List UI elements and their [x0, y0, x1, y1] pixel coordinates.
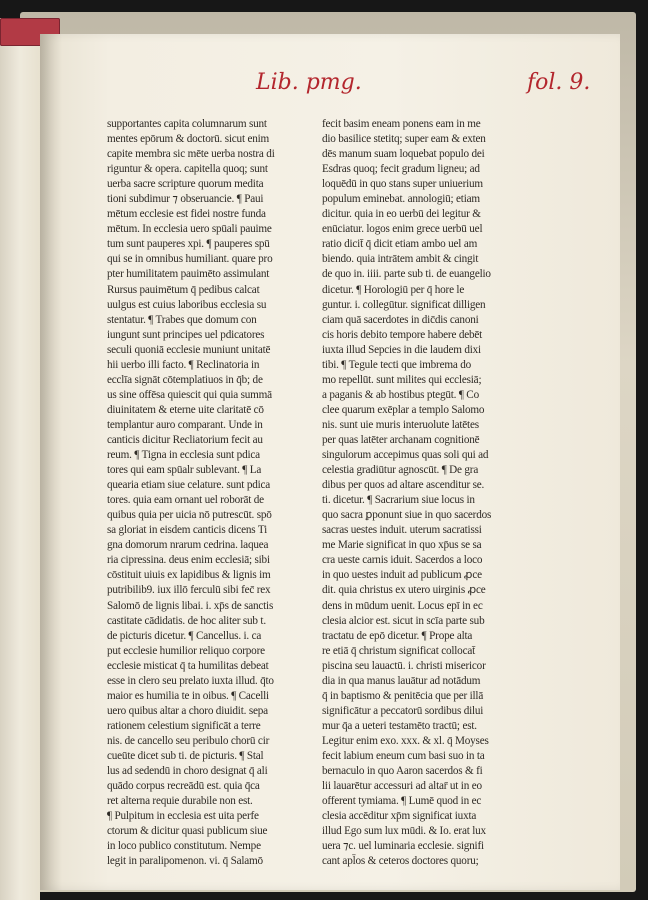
- text-line: hii uerbo illi facto. ¶ Reclinatoria in: [107, 358, 260, 371]
- text-line: tibi. ¶ Tegule tecti que imbrema do: [322, 358, 472, 371]
- text-line: cueūte dicet sub ti. de picturis. ¶ Stal: [107, 749, 264, 762]
- text-line: maior es humilia te in oibus. ¶ Cacelli: [107, 689, 269, 702]
- text-line: clesia accēditur xp̄m significat iuxta: [322, 810, 477, 823]
- text-line: quibus quia per uicia nō putrescūt. spō: [107, 509, 272, 522]
- text-line: supportantes capita columnarum sunt: [107, 118, 267, 130]
- text-line: sacras uestes induit. uterum sacratissi: [322, 524, 482, 537]
- text-line: dio basilice stetitq; super eam & exten: [322, 133, 486, 146]
- text-line: gna domorum nrarum cedrina. laquea: [107, 539, 269, 552]
- text-line: de picturis dicetur. ¶ Cancellus. i. ca: [107, 629, 262, 642]
- binding-shadow: [40, 34, 62, 890]
- text-line: uerba sacre scripture quorum medita: [107, 178, 264, 191]
- text-line: tores. quia eam ornant uel roborāt de: [107, 494, 264, 507]
- text-line: clesia alcior est. sicut in scīa parte sub: [322, 614, 485, 627]
- text-line: dit. quia christus ex utero uirginis ꝓce: [322, 584, 486, 597]
- text-line: Legitur enim exo. xxx. & xl. q̄ Moyses: [322, 734, 489, 747]
- text-line: uero quibus altar a choro diuidit. sepa: [107, 704, 268, 717]
- text-line: quādo corpus recreādū est. quia q̄ca: [107, 780, 260, 793]
- text-line: re etiā q̄ christum significat collocat̄: [322, 644, 476, 657]
- text-line: piscina seu lauactū. i. christi misericor: [322, 659, 486, 672]
- text-line: enūciatur. logos enim grece uerbū uel: [322, 223, 483, 236]
- text-line: put ecclesie humilior reliquo corpore: [107, 644, 265, 657]
- text-line: Salomō de lignis libai. i. xp̄s de sanctis: [107, 599, 274, 612]
- text-line: pter humilitatem pauimēto assimulant: [107, 268, 270, 281]
- text-line: ecclīa signāt cōtemplatiuos in q̄b; de: [107, 373, 263, 386]
- text-line: castitate cādidatis. de hoc aliter sub t.: [107, 614, 266, 627]
- text-line: mentes epōrum & doctorū. sicut enim: [107, 133, 270, 146]
- text-line: mētum ecclesie est fidei nostre funda: [107, 208, 266, 221]
- text-line: ria cipressina. deus enim ecclesiā; sibi: [107, 554, 270, 567]
- text-line: clee quarum exēplar a templo Salomo: [322, 403, 485, 416]
- text-column-left: [107, 117, 293, 869]
- text-line: nis. de cancello seu peribulo chorū cir: [107, 734, 270, 747]
- text-line: tioni subdimur ⁊ obseruancie. ¶ Paui: [107, 193, 264, 206]
- text-line: rationem celestium significāt a terre: [107, 719, 261, 732]
- text-line: capite membra sic mēte uerba nostra di: [107, 148, 275, 161]
- text-line: seculi quoniā ecclesie muniunt unitatē: [107, 343, 271, 356]
- text-line: biendo. quia intrātem ambit & cingit: [322, 253, 479, 266]
- text-line: cōstituit uiuis ex lapidibus & lignis im: [107, 569, 271, 582]
- text-line: iungunt sunt principes uel pdicatores: [107, 328, 265, 341]
- text-line: illud Ego sum lux mūdi. & Io. erat lux: [322, 825, 486, 838]
- text-line: per quas latēter archanam cognitionē: [322, 433, 480, 446]
- text-line: dēs manum suam loquebat populo dei: [322, 148, 485, 161]
- text-line: esse in clero seu prelato iuxta illud. q̄to: [107, 674, 274, 687]
- text-line: us sine offēsa quiescit qui quia summā: [107, 388, 272, 401]
- text-line: ciam quā sacerdotes in dic̄dis canoni: [322, 313, 479, 326]
- text-line: lii lauarētur accessuri ad altar̄ ut in eo: [322, 780, 482, 793]
- text-column-right: [322, 117, 508, 869]
- text-line: tractatu de epō dicetur. ¶ Prope alta: [322, 629, 473, 642]
- text-line: ecclesie misticat q̄ ta humilitas debeat: [107, 659, 269, 672]
- text-line: celestia gradiūtur agnoscūt. ¶ De gra: [322, 464, 479, 477]
- text-line: Esdras quoq; fecit gradum ligneu; ad: [322, 163, 480, 176]
- facing-page-edge: [0, 18, 40, 900]
- text-line: sa gloriat in eisdem canticis dicens Ti: [107, 524, 267, 537]
- text-line: ratio dicit̄ q̄ dicit etiam ambo uel am: [322, 238, 478, 251]
- text-line: ctorum & dicitur quasi publicum siue: [107, 825, 268, 838]
- text-line: offerent tymiama. ¶ Lumē quod in ec: [322, 795, 482, 808]
- text-line: in loco publico constitutum. Nempe: [107, 840, 261, 853]
- text-line: canticis dicitur Recliatorium fecit au: [107, 433, 263, 446]
- folio-number: fol. 9.: [527, 70, 591, 95]
- text-line: nis. sunt uie muris interuolute latētes: [322, 418, 479, 431]
- text-line: stentatur. ¶ Trabes que domum con: [107, 313, 257, 326]
- text-line: a paganis & ab hostibus ptegūt. ¶ Co: [322, 388, 479, 401]
- text-line: dens in mūdum uenit. Locus epī in ec: [322, 599, 483, 612]
- text-line: ret alterna requie durabile non est.: [107, 795, 253, 808]
- text-line: cis horis debito tempore habere debēt: [322, 328, 483, 341]
- text-line: templantur auro comparant. Unde in: [107, 418, 263, 431]
- text-line: ti. dicetur. ¶ Sacrarium siue locus in: [322, 494, 475, 507]
- text-line: bernaculo in quo Aaron sacerdos & fi: [322, 765, 483, 778]
- text-line: fecit basim eneam ponens eam in me: [322, 118, 481, 130]
- text-line: q̄ in baptismo & penitēcia que per illā: [322, 689, 484, 702]
- text-line: cant apl̄os & ceteros doctores quoru;: [322, 855, 479, 868]
- text-line: riguntur & opera. capitella quoq; sunt: [107, 163, 268, 176]
- running-head-left: Lib. pmg.: [256, 70, 362, 95]
- text-line: singulorum accepimus quas soli qui ad: [322, 449, 489, 462]
- text-line: putribilib9. iux illō ferculū sibi fec̄ rex: [107, 584, 271, 597]
- text-line: qui se in omnibus humiliant. quare pro: [107, 253, 273, 266]
- text-line: significātur a peccatorū sordibus dilui: [322, 704, 484, 717]
- text-line: in quo uestes induit ad publicum ꝓce: [322, 569, 482, 582]
- text-line: mo repellūt. sunt milites qui ecclesiā;: [322, 373, 482, 386]
- text-line: dicitur. quia in eo uerbū dei legitur &: [322, 208, 481, 221]
- text-line: reum. ¶ Tigna in ecclesia sunt pdica: [107, 449, 260, 462]
- text-line: me Marie significat in quo xp̄us se sa: [322, 539, 482, 552]
- text-line: diuinitatem & eterne uite claritatē cō: [107, 403, 264, 416]
- text-line: quearia etiam siue celature. sunt pdica: [107, 479, 271, 492]
- text-line: Rursus pauimētum q̄ pedibus calcat: [107, 283, 260, 296]
- text-line: quo sacra ꝑponunt siue in quo sacerdos: [322, 509, 492, 522]
- text-line: guntur. i. collegūtur. significat dilligen: [322, 298, 486, 311]
- text-line: dibus per quos ad altare ascenditur se.: [322, 479, 485, 492]
- text-line: lus ad sedendū in choro designat q̄ ali: [107, 765, 268, 778]
- text-line: uulgus est cuius laboribus ecclesia su: [107, 298, 267, 311]
- text-line: dicetur. ¶ Horologiū per q̄ hore le: [322, 283, 465, 296]
- text-line: dia in qua manus lauātur ad notādum: [322, 674, 481, 687]
- text-line: mētum. In ecclesia uero spūali pauime: [107, 223, 272, 236]
- text-line: fecit labium eneum cum basi suo in ta: [322, 749, 485, 762]
- text-line: loquēdū in quo stans super uniuerium: [322, 178, 483, 191]
- text-line: de quo in. iiii. parte sub ti. de euangelio: [322, 268, 491, 281]
- text-line: legit in paralipomenon. vi. q̄ Salamō: [107, 855, 263, 868]
- text-line: populum eminebat. annologiū; etiam: [322, 193, 480, 206]
- text-line: tores qui eam spūalr sublevant. ¶ La: [107, 464, 262, 477]
- text-line: tum sunt pauperes xpi. ¶ pauperes spū: [107, 238, 270, 251]
- text-line: ¶ Pulpitum in ecclesia est uita perfe: [107, 810, 259, 823]
- text-line: uera ⁊c. uel luminaria ecclesie. signifi: [322, 840, 484, 853]
- text-line: cra ueste carnis iduit. Sacerdos a loco: [322, 554, 483, 567]
- text-line: iuxta illud Sepcies in die laudem dixi: [322, 343, 481, 356]
- text-line: mur q̄a a ueteri testamēto tractū; est.: [322, 719, 477, 732]
